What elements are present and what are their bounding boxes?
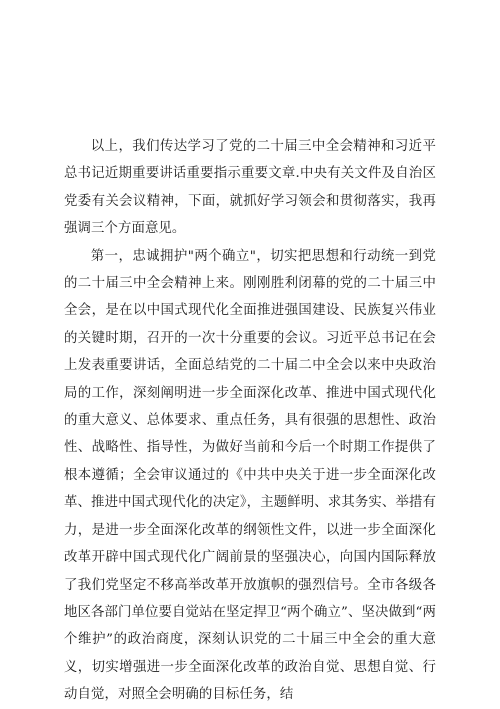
document-body bbox=[64, 133, 436, 709]
paragraph-intro: 以上，我们传达学习了党的二十届三中全会精神和习近平总书记近期重要讲话重要指示重要文章.中央有关文件及自治区党委有关会议精神，下面，就抓好学习领会和贯彻落实，我再强调三个方面意见。 bbox=[64, 139, 436, 237]
paragraph-first-point: 第一，忠诚拥护"两个确立"，切实把思想和行动统一到党的二十届三中全会精神上来。刚刚胜利闭幕的党的二十届三中全会，是在以中国式现代化全面推进强国建设、民族复兴伟业的关键时期，召开的一次十分重要的会议。习近平总书记在会上发表重要讲话，全面总结党的二十届二中全会以来中央政治局的工作，深刻阐明进一步全面深化改革、推进中国式现代化的重大意义、总体要求、重点任务，具有很强的思想性、政治性、战略性、指导性，为做好当前和今后一个时期工作提供了根本遵循；全会审议通过的《中共中央关于进一步全面深化改革、推进中国式现代化的决定》，主题鲜明、求其务实、举措有力，是进一步全面深化改革的纲领性文件，以进一步全面深化改革开辟中国式现代化广阔前景的坚强决心，向国内国际释放了我们党坚定不移高举改革开放旗帜的强烈信号。全市各级各地区各部门单位要自觉站在坚定捍卫“两个确立”、坚决做到“两个维护”的政治商度，深刻认识党的二十届三中全会的重大意义，切实增强进一步全面深化改革的政治自觉、思想自觉、行动自觉，对照全会明确的目标任务，结 bbox=[64, 248, 436, 703]
